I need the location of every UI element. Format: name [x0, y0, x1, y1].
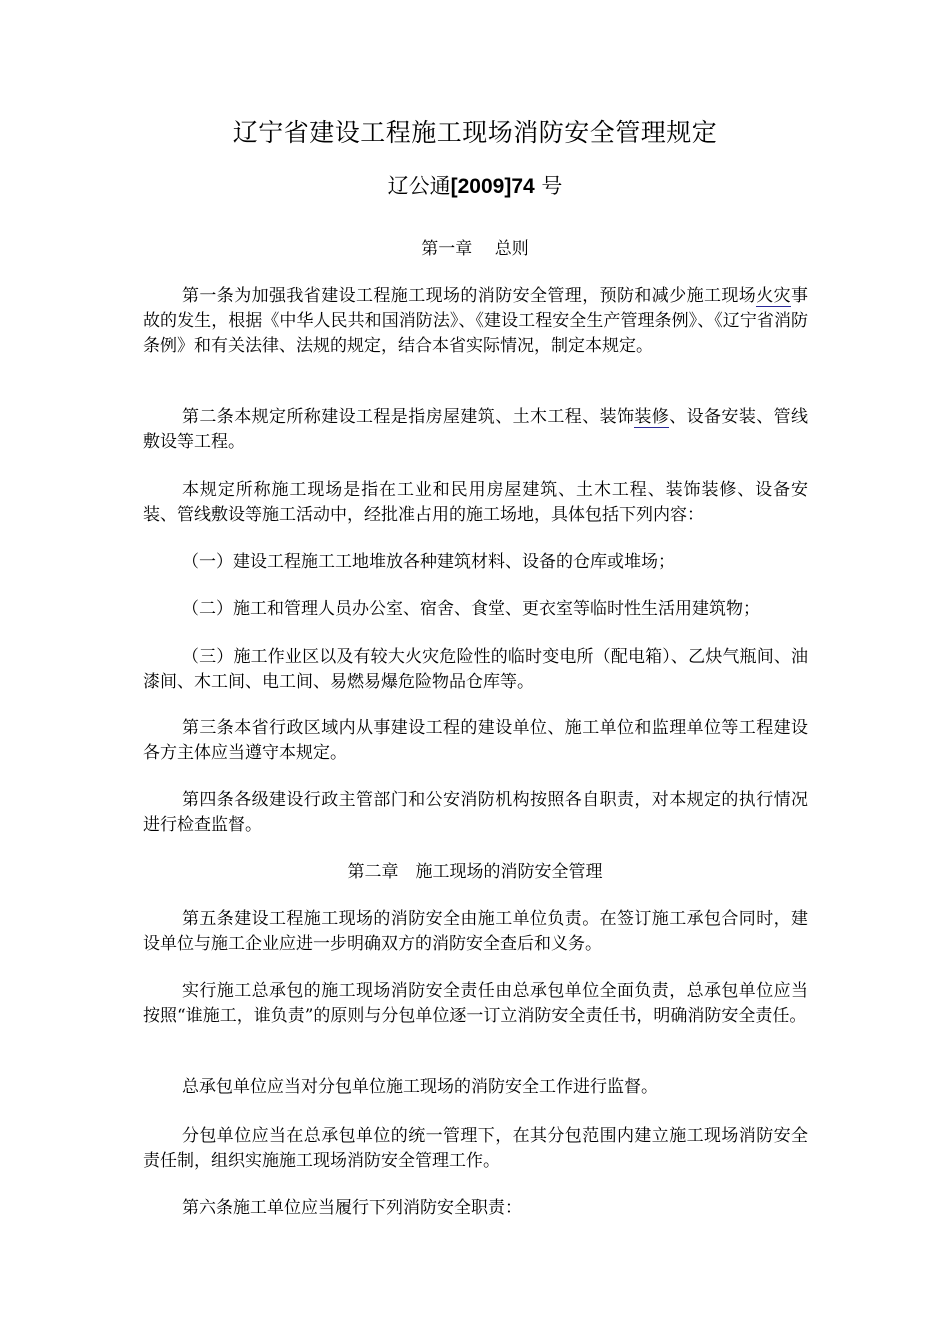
- article-2-text-b: 、设备安装、管线敷设等工程。: [143, 407, 809, 452]
- docno-prefix: 辽公通: [387, 174, 451, 198]
- article-2-text-a: 第二条本规定所称建设工程是指房屋建筑、土木工程、装饰: [182, 407, 635, 427]
- list-item-3: （三）施工作业区以及有较大火灾危险性的临时变电所（配电箱）、乙炔气瓶间、油漆间、木工间、电工间、易燃易爆危险物品仓库等。: [143, 647, 808, 692]
- chapter-2-heading: 第二章 施工现场的消防安全管理: [347, 862, 603, 882]
- article-1: [143, 284, 808, 359]
- article-1-text-b: 事故的发生，根据《中华人民共和国消防法》、《建设工程安全生产管理条例》、《辽宁省消防条例》和有关法律、法规的规定，结合本省实际情况，制定本规定。: [143, 286, 809, 356]
- article-5-paragraph-4: 分包单位应当在总承包单位的统一管理下，在其分包范围内建立施工现场消防安全责任制，组织实施施工现场消防安全管理工作。: [143, 1126, 808, 1171]
- chapter-1-heading: 第一章 总则: [421, 239, 529, 259]
- article-1-text-a: 第一条为加强我省建设工程施工现场的消防安全管理，预防和减少施工现场: [182, 286, 757, 306]
- list-item-1: （一）建设工程施工工地堆放各种建筑材料、设备的仓库或堆场；: [182, 552, 675, 572]
- document-number: [0, 171, 950, 202]
- article-6: 第六条施工单位应当履行下列消防安全职责：: [182, 1198, 522, 1218]
- article-5: 第五条建设工程施工现场的消防安全由施工单位负责。在签订施工承包合同时，建设单位与施工企业应进一步明确双方的消防安全查后和义务。: [143, 909, 808, 954]
- article-2-paragraph-2: 本规定所称施工现场是指在工业和民用房屋建筑、土木工程、装饰装修、设备安装、管线敷设等施工活动中，经批准占用的施工场地，具体包括下列内容：: [143, 480, 808, 525]
- docno-number: [2009]74: [450, 175, 535, 198]
- list-item-2: （二）施工和管理人员办公室、宿舍、食堂、更衣室等临时性生活用建筑物；: [182, 599, 760, 619]
- article-2: [143, 405, 808, 455]
- article-5-paragraph-2: 实行施工总承包的施工现场消防安全责任由总承包单位全面负责，总承包单位应当按照“谁施工，谁负责”的原则与分包单位逐一订立消防安全责任书，明确消防安全责任。: [143, 981, 808, 1026]
- fire-link[interactable]: 火灾: [756, 286, 792, 306]
- article-3: 第三条本省行政区域内从事建设工程的建设单位、施工单位和监理单位等工程建设各方主体应当遵守本规定。: [143, 718, 808, 763]
- article-4: 第四条各级建设行政主管部门和公安消防机构按照各自职责，对本规定的执行情况进行检查监督。: [143, 790, 808, 835]
- docno-suffix: 号: [534, 174, 563, 198]
- decoration-link[interactable]: 装修: [634, 407, 670, 427]
- document-title: 辽宁省建设工程施工现场消防安全管理规定: [232, 118, 718, 147]
- article-5-paragraph-3: 总承包单位应当对分包单位施工现场的消防安全工作进行监督。: [182, 1077, 658, 1097]
